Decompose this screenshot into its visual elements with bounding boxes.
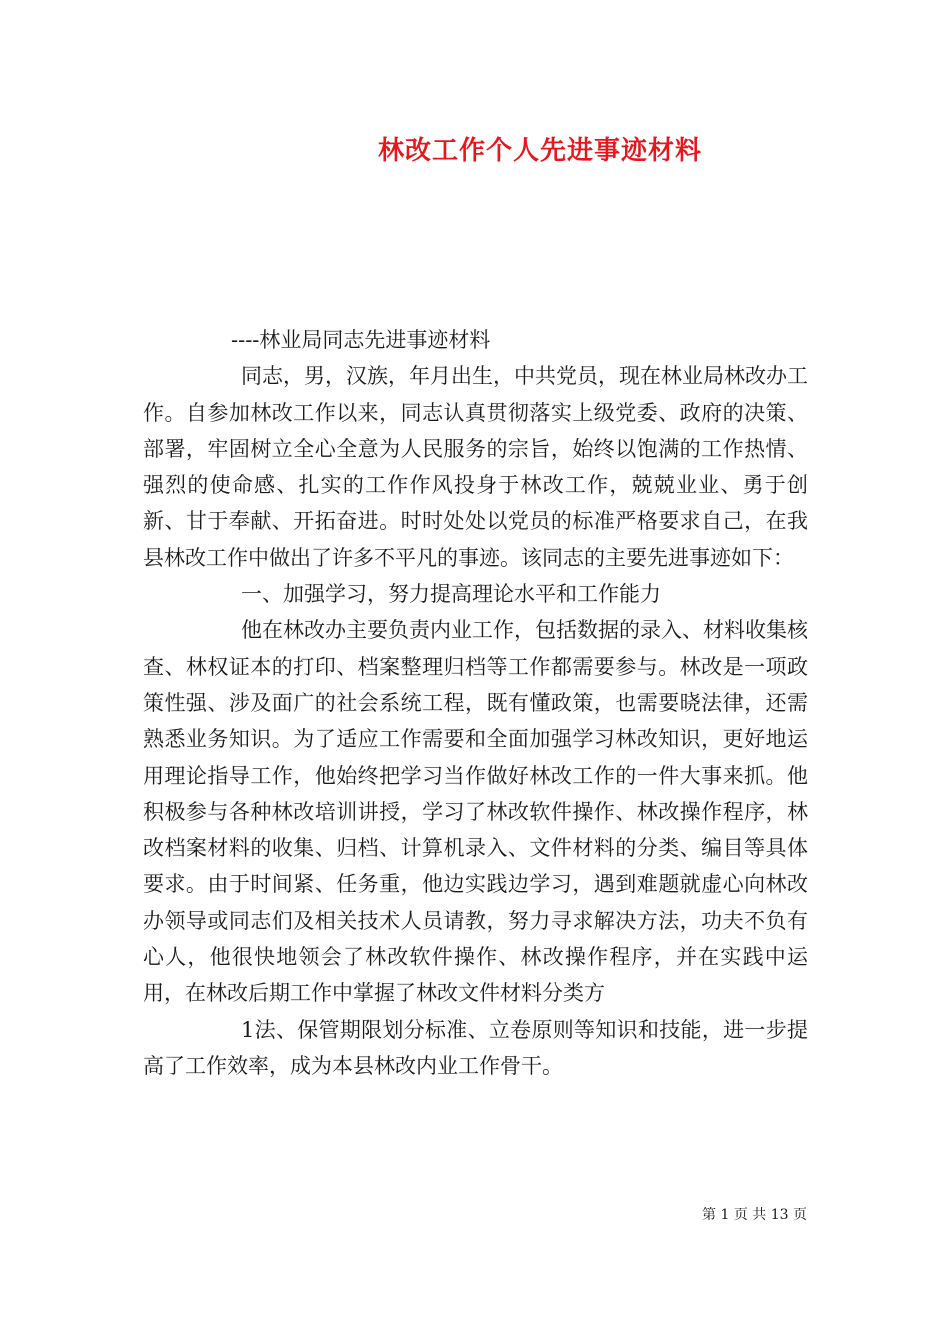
document-subtitle: ----林业局同志先进事迹材料 bbox=[231, 328, 491, 352]
section-heading-1: 一、加强学习，努力提高理论水平和工作能力 bbox=[241, 582, 661, 607]
page-number: 第 1 页 共 13 页 bbox=[702, 1207, 807, 1223]
paragraph-study: 他在林改办主要负责内业工作，包括数据的录入、材料收集核查、林权证本的打印、档案整理归档等工作都需要参与。林改是一项政策性强、涉及面广的社会系统工程，既有懂政策，也需要晓法律，还需熟悉业务知识。为了适应工作需要和全面加强学习林改知识，更好地运用理论指导工作，他始终把学习当作做好林改工作的一件大事来抓。他积极参与各种林改培训讲授，学习了林改软件操作、林改操作程序，林改档案材料的收集、归档、计算机录入、文件材料的分类、编目等具体要求。由于时间紧、任务重，他边实践边学习，遇到难题就虚心向林改办领导或同志们及相关技术人员请教，努力寻求解决方法，功夫不负有心人，他很快地领会了林改软件操作、林改操作程序，并在实践中运用，在林改后期工作中掌握了林改文件材料分类方 bbox=[143, 618, 808, 1006]
document-body bbox=[143, 322, 808, 1084]
paragraph-intro: 同志，男，汉族，年月出生，中共党员，现在林业局林改办工作。自参加林改工作以来，同志认真贯彻落实上级党委、政府的决策、部署，牢固树立全心全意为人民服务的宗旨，始终以饱满的工作热情、强烈的使命感、扎实的工作作风投身于林改工作，兢兢业业、勇于创新、甘于奉献、开拓奋进。时时处处以党员的标准严格要求自己，在我县林改工作中做出了许多不平凡的事迹。该同志的主要先进事迹如下： bbox=[143, 364, 808, 570]
document-title: 林改工作个人先进事迹材料 bbox=[377, 136, 702, 166]
paragraph-continuation: 1法、保管期限划分标准、立卷原则等知识和技能，进一步提高了工作效率，成为本县林改内业工作骨干。 bbox=[143, 1017, 808, 1078]
